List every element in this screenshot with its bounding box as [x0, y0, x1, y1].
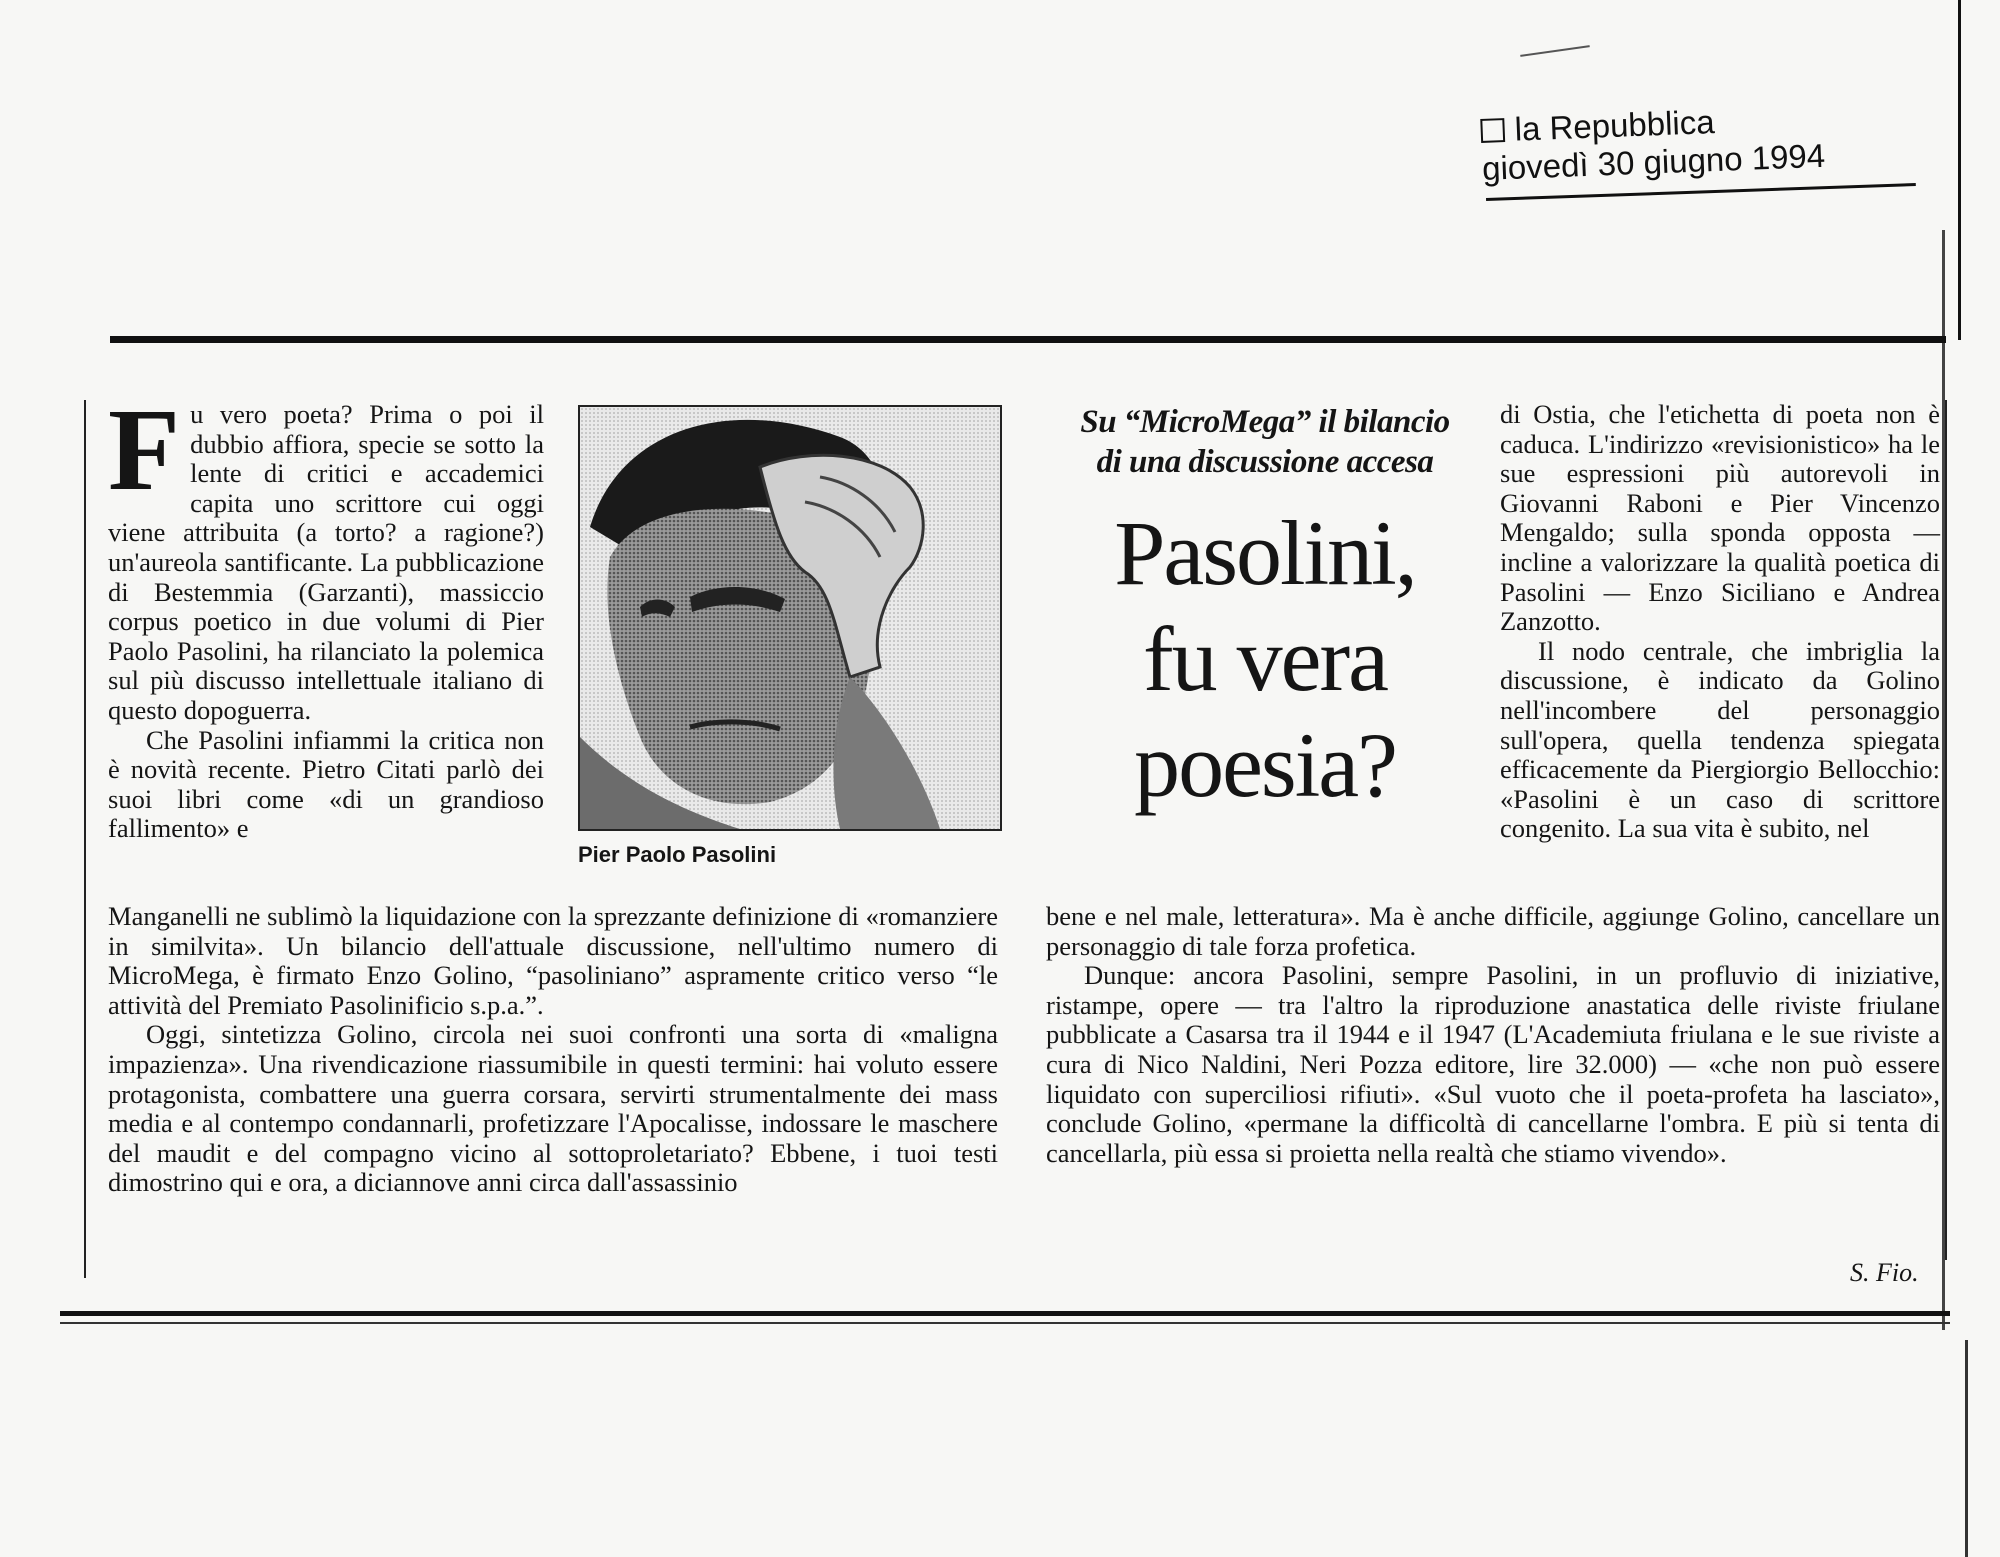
article-top-rule	[110, 336, 1946, 343]
drop-cap: F	[108, 384, 181, 515]
paragraph-5: Il nodo centrale, che imbriglia la discussione, è indicato da Golino nell'incombere del personaggio sull'opera, quella tendenza spiegata efficacemente da Piergiorgio Bellocchio: «Pasolini è un caso di scrittore congenito. La sua vita è subito, nel	[1500, 635, 1940, 844]
paragraph-6: Dunque: ancora Pasolini, sempre Pasolini, in un profluvio di iniziative, ristampe, opere — tra l'altro la riproduzione anastatica delle riviste friulane pubblicate a Casarsa tra il 1944 e il 1947 (L'Academiuta friulana e le sue riviste a cura di Nico Naldini, Neri Pozza editore, lire 32.000) — «che non può essere liquidato con superciliosi rifiuti». «Sul vuoto che il poeta-profeta ha lasciato», conclude Golino, «permane la difficoltà di cancellarne l'ombra. E più si tenta di cancellarla, più essa si proietta nella realtà che stiamo vivendo».	[1046, 960, 1940, 1168]
publication-label: la Repubblica	[1513, 103, 1716, 148]
photo-caption: Pier Paolo Pasolini	[578, 842, 777, 867]
portrait-image	[580, 407, 1000, 829]
paragraph-2a: Che Pasolini infiammi la critica non è novità recente. Pietro Citati parlò dei suoi libri come «di un grandioso fallimento» e	[108, 724, 544, 844]
article-column-1-continued	[108, 902, 998, 1198]
paragraph-1-text: u vero poeta? Prima o poi il dubbio affiora, specie se sotto la lente di critici e accademici capita uno scrittore cui oggi viene attribuita (a torto? a ragione?) un'aureola santificante. La pubblicazione di Bestemmia (Garzanti), massiccio corpus poetico in due volumi di Pier Paolo Pasolini, ha rilanciato la polemica sul più discusso intellettuale italiano di questo dopoguerra.	[108, 399, 544, 725]
publication-date: giovedì 30 giugno 1994	[1481, 136, 1826, 187]
scan-edge-right	[1958, 0, 1961, 340]
article-column-1	[108, 384, 544, 844]
paragraph-5b: bene e nel male, letteratura». Ma è anche difficile, aggiunge Golino, cancellare un personaggio di tale forza profetica.	[1046, 901, 1940, 961]
column-border-right	[1945, 400, 1947, 1260]
article-column-3	[1500, 400, 1940, 844]
kicker-line-1: Su “MicroMega” il bilancio	[1080, 404, 1450, 440]
article-headline	[1040, 500, 1490, 818]
column-border-left	[84, 400, 86, 1278]
masthead	[1480, 99, 1826, 188]
portrait-photo	[578, 405, 1002, 831]
article-column-2-lower	[1046, 902, 1940, 1168]
paragraph-2b: Manganelli ne sublimò la liquidazione con la sprezzante definizione di «romanziere in similvita». Un bilancio dell'attuale discussione, nell'ultimo numero di MicroMega, è firmato Enzo Golino, “pasoliniano” aspramente critico verso “le attività del Premiato Pasolinificio s.p.a.”.	[108, 901, 998, 1020]
headline-line-1: Pasolini,	[1114, 502, 1416, 604]
kicker-line-2: di una discussione accesa	[1096, 444, 1434, 480]
checkbox-icon	[1480, 118, 1505, 143]
paragraph-3: Oggi, sintetizza Golino, circola nei suoi confronti una sorta di «maligna impazienza». Una rivendicazione riassumibile in questi termini: hai voluto essere protagonista, combattere una guerra corsara, servirti strumentalmente dei mass media e al contempo condannarli, profetizzare l'Apocalisse, indossare le maschere del maudit e del compagno vicino al sottoproletariato? Ebbene, i tuoi testi dimostrino qui e ora, a diciannove anni circa dall'assassinio	[108, 1019, 998, 1198]
article-bottom-rule-thin	[60, 1322, 1950, 1324]
article-kicker	[1030, 402, 1500, 482]
scan-mark-top	[1520, 45, 1590, 57]
paragraph-1	[108, 384, 544, 726]
article-bottom-rule	[60, 1311, 1950, 1316]
headline-line-2: fu vera	[1143, 608, 1387, 710]
masthead-rule	[1486, 183, 1916, 201]
headline-line-3: poesia?	[1134, 714, 1396, 816]
author-signature: S. Fio.	[1850, 1258, 1919, 1287]
scan-edge-right-3	[1965, 1340, 1968, 1557]
paragraph-4: di Ostia, che l'etichetta di poeta non è caduca. L'indirizzo «revisionistico» ha le sue espressioni più autorevoli in Giovanni Raboni e Pier Vincenzo Mengaldo; sulla sponda opposta — incline a valorizzare la qualità poetica di Pasolini — Enzo Siciliano e Andrea Zanzotto.	[1500, 399, 1940, 637]
